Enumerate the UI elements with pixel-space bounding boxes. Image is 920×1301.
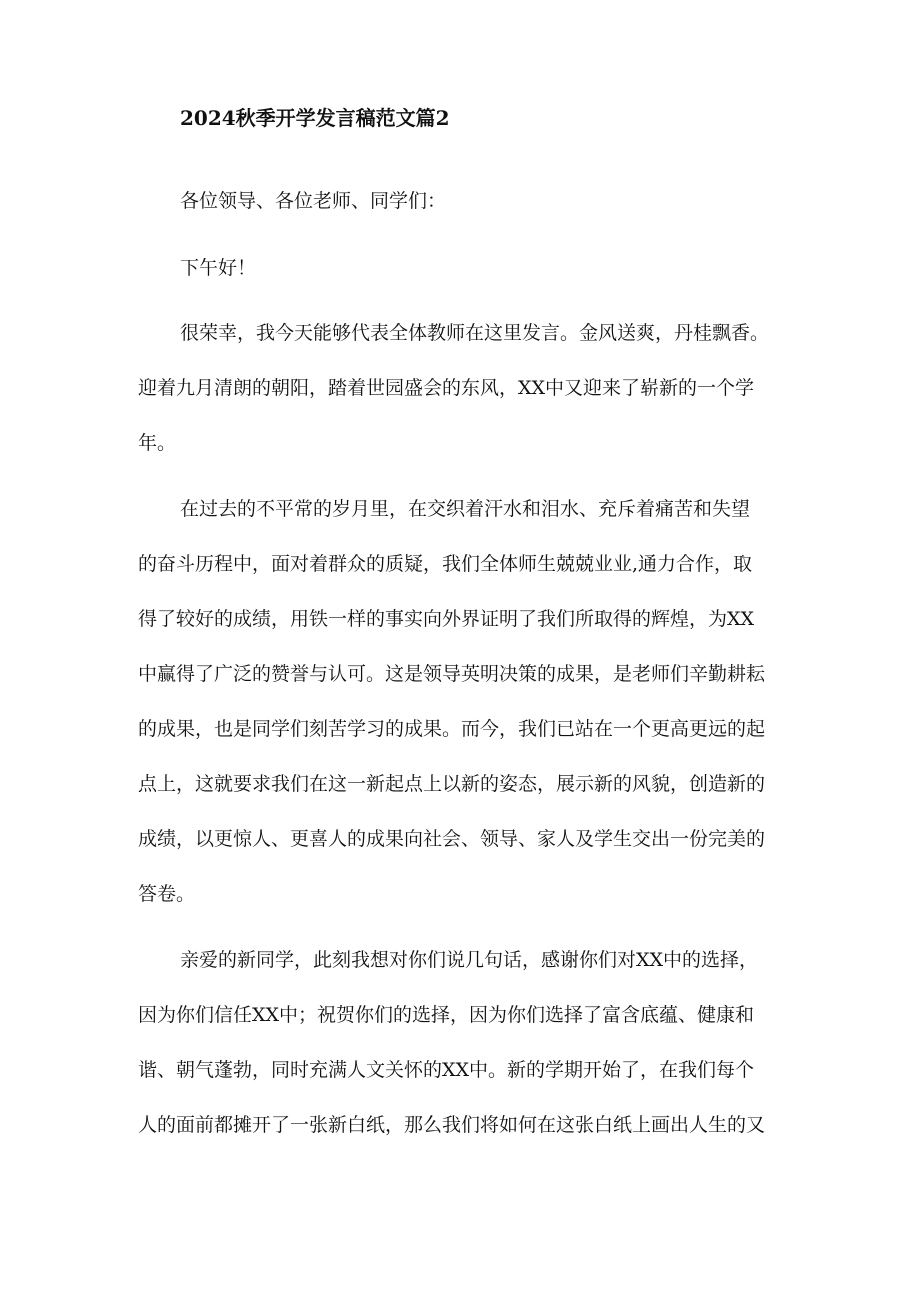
greeting-line: 各位领导、各位老师、同学们： — [180, 190, 447, 212]
paragraph-line: 的奋斗历程中，面对着群众的质疑，我们全体师生兢兢业业,通力合作，取 — [138, 553, 753, 575]
paragraph-line: 谐、朝气蓬勃，同时充满人文关怀的XX中。新的学期开始了，在我们每个 — [138, 1059, 755, 1081]
paragraph-line: 成绩，以更惊人、更喜人的成果向社会、领导、家人及学生交出一份完美的 — [138, 828, 766, 850]
paragraph-line: 答卷。 — [138, 883, 196, 905]
paragraph-line: 在过去的不平常的岁月里，在交织着汗水和泪水、充斥着痛苦和失望 — [180, 498, 751, 520]
paragraph-line: 亲爱的新同学，此刻我想对你们说几句话，感谢你们对XX中的选择， — [180, 949, 759, 971]
paragraph-line: 人的面前都摊开了一张新白纸，那么我们将如何在这张白纸上画出人生的又 — [138, 1114, 766, 1136]
paragraph-line: 中赢得了广泛的赞誉与认可。这是领导英明决策的成果，是老师们辛勤耕耘 — [138, 663, 766, 685]
paragraph-line: 很荣幸，我今天能够代表全体教师在这里发言。金风送爽，丹桂飘香。 — [180, 322, 770, 344]
paragraph-line: 迎着九月清朗的朝阳，踏着世园盛会的东风，XX中又迎来了崭新的一个学 — [138, 377, 755, 399]
paragraph-line: 因为你们信任XX中；祝贺你们的选择，因为你们选择了富含底蕴、健康和 — [138, 1004, 755, 1026]
paragraph-line: 的成果，也是同学们刻苦学习的成果。而今，我们已站在一个更高更远的起 — [138, 718, 766, 740]
paragraph-line: 年。 — [138, 432, 177, 454]
document-title: 2024秋季开学发言稿范文篇2 — [180, 106, 450, 130]
paragraph-line: 得了较好的成绩，用铁一样的事实向外界证明了我们所取得的辉煌，为XX — [138, 608, 755, 630]
salutation-line: 下午好！ — [180, 257, 257, 279]
paragraph-line: 点上，这就要求我们在这一新起点上以新的姿态，展示新的风貌，创造新的 — [138, 773, 766, 795]
